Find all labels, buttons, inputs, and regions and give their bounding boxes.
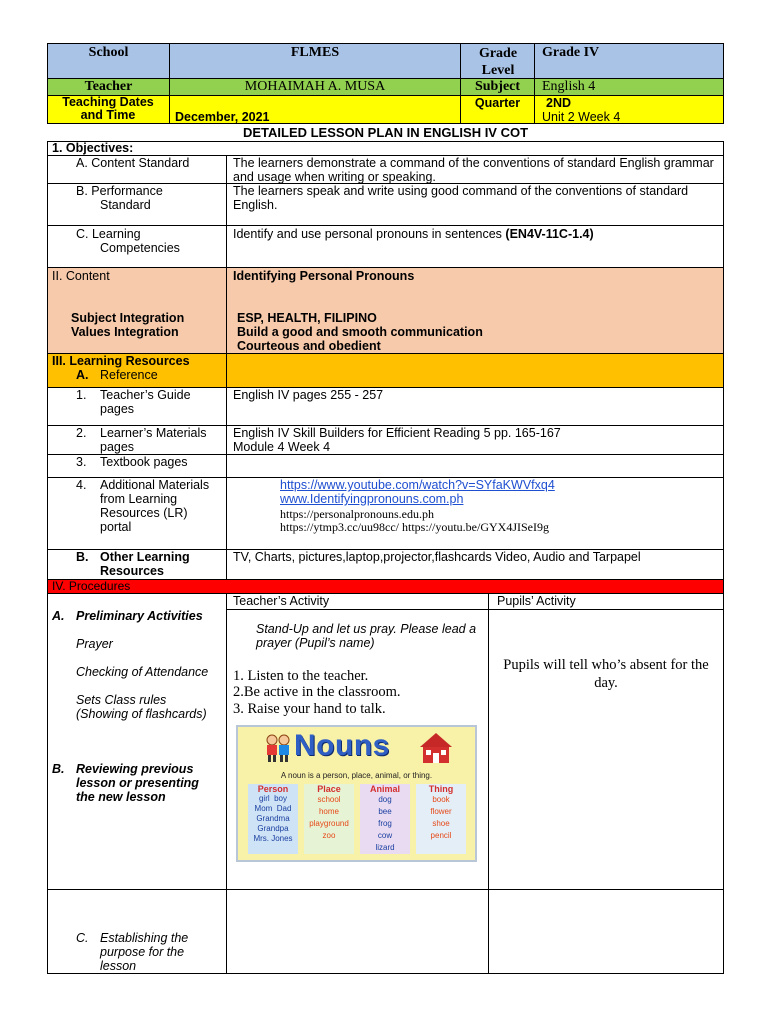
lm-label-2: pages <box>100 440 135 454</box>
tg-value: English IV pages 255 - 257 <box>233 388 384 402</box>
b-label-1: Reviewing previous <box>76 762 194 776</box>
lm-value-1: English IV Skill Builders for Efficient Reading 5 pp. 165-167 <box>233 426 561 440</box>
person-word: Mrs. Jones <box>253 834 293 843</box>
subject-integration-label: Subject Integration <box>71 311 185 325</box>
teacher-label: Teacher <box>84 79 133 94</box>
content-standard-text: The learners demonstrate a command of the conventions of standard English grammar and usage when writing or speaking. <box>233 156 714 184</box>
b-label-3: the new lesson <box>76 790 166 804</box>
lm-label-1: Learner’s Materials <box>100 426 207 440</box>
dates-value: December, 2021 <box>175 110 270 124</box>
class-rule-2: 2.Be active in the classroom. <box>233 684 401 700</box>
performance-standard-text: The learners speak and write using good command of the conventions of standard English. <box>233 184 689 212</box>
performance-label-1: B. Performance <box>76 184 163 198</box>
procedures-heading: IV. Procedures <box>52 579 131 593</box>
animal-word: lizard <box>375 843 395 852</box>
prayer-label: Prayer <box>76 637 113 651</box>
c-label-3: lesson <box>100 959 137 973</box>
competencies-label-1: C. Learning <box>76 227 141 241</box>
competencies-text: Identify and use personal pronouns in sentences (EN4V-11C-1.4) <box>233 227 594 241</box>
animal-word: bee <box>378 807 392 816</box>
person-word: Grandpa <box>257 824 289 833</box>
additional-marker: 4. <box>76 478 87 492</box>
attendance-label: Checking of Attendance <box>76 665 209 679</box>
animal-word: cow <box>377 831 393 840</box>
youtube-link[interactable]: https://www.youtube.com/watch?v=SYfaKWVfxq4 <box>280 478 555 492</box>
values-integration-label: Values Integration <box>71 325 179 339</box>
rules-label-1: Sets Class rules <box>76 693 167 707</box>
textbook-label: Textbook pages <box>100 455 188 469</box>
thing-word: shoe <box>432 819 450 828</box>
grade-level-label: Grade Level <box>478 46 518 78</box>
tg-marker: 1. <box>76 388 87 402</box>
rules-label-2: (Showing of flashcards) <box>76 707 207 721</box>
schoolhouse-icon <box>418 731 454 765</box>
performance-label-2: Standard <box>100 198 151 212</box>
a-marker: A. <box>52 609 65 623</box>
lm-value-2: Module 4 Week 4 <box>233 440 331 454</box>
nouns-title: Nouns <box>294 729 390 762</box>
animal-word: frog <box>378 819 392 828</box>
values-integration-2: Courteous and obedient <box>237 339 381 353</box>
grade-level-value: Grade IV <box>542 45 600 60</box>
person-words-2: Mom Dad <box>254 804 292 813</box>
animal-column <box>360 784 410 854</box>
tg-label-1: Teacher’s Guide <box>100 388 191 402</box>
additional-label-3: Resources (LR) <box>100 506 188 520</box>
b-label-2: lesson or presenting <box>76 776 199 790</box>
person-column <box>248 784 298 854</box>
other-label-2: Resources <box>100 564 164 578</box>
reference-label: Reference <box>100 368 158 382</box>
nouns-chart-image <box>236 725 477 862</box>
school-value: FLMES <box>290 45 340 60</box>
unit-value: Unit 2 Week 4 <box>542 110 621 124</box>
reference-marker: A. <box>76 368 89 382</box>
other-marker: B. <box>76 550 89 564</box>
c-label-2: purpose for the <box>100 945 185 959</box>
content-standard-label: A. Content Standard <box>76 156 190 170</box>
objectives-heading: 1. Objectives: <box>52 141 134 155</box>
thing-word: flower <box>430 807 452 816</box>
lm-marker: 2. <box>76 426 87 440</box>
content-topic: Identifying Personal Pronouns <box>233 269 415 283</box>
dates-label: Teaching Dates and Time <box>62 95 154 122</box>
quarter-value: 2ND <box>546 96 572 110</box>
teacher-activity-header: Teacher’s Activity <box>233 594 330 608</box>
other-label-1: Other Learning <box>100 550 190 564</box>
place-column <box>304 784 354 854</box>
additional-label-2: from Learning <box>100 492 178 506</box>
subject-value: English 4 <box>542 79 596 94</box>
animal-word: dog <box>378 795 392 804</box>
thing-header: Thing <box>428 784 454 794</box>
place-word: home <box>318 807 339 816</box>
competencies-label-2: Competencies <box>100 241 180 255</box>
person-words-1: girl boy <box>258 794 288 803</box>
place-word: zoo <box>322 831 336 840</box>
personal-pronouns-link[interactable]: https://personalpronouns.edu.ph <box>280 507 434 521</box>
nouns-subtitle: A noun is a person, place, animal, or thing. <box>280 771 433 780</box>
additional-label-4: portal <box>100 520 132 534</box>
pupils-attendance-text: Pupils will tell who’s absent for the day. <box>503 657 709 691</box>
other-value: TV, Charts, pictures,laptop,projector,flashcards Video, Audio and Tarpapel <box>233 550 641 564</box>
textbook-marker: 3. <box>76 455 87 469</box>
resources-heading: III. Learning Resources <box>52 354 190 368</box>
person-header: Person <box>257 784 289 794</box>
quarter-label: Quarter <box>474 96 521 110</box>
values-integration-1: Build a good and smooth communication <box>237 325 483 339</box>
teacher-prayer-text: Stand-Up and let us pray. Please lead a prayer (Pupil’s name) <box>256 622 477 650</box>
place-word: playground <box>309 819 349 828</box>
c-label-1: Establishing the <box>100 931 189 945</box>
kids-icon <box>264 733 292 763</box>
school-label: School <box>88 45 129 60</box>
person-word: Grandma <box>256 814 290 823</box>
page-title: DETAILED LESSON PLAN IN ENGLISH IV COT <box>242 125 529 140</box>
additional-label-1: Additional Materials <box>100 478 210 492</box>
teacher-value: MOHAIMAH A. MUSA <box>244 79 386 94</box>
class-rule-1: 1. Listen to the teacher. <box>233 668 369 684</box>
subject-integration-value: ESP, HEALTH, FILIPINO <box>237 311 377 325</box>
ytmp3-link[interactable]: https://ytmp3.cc/uu98cc/ https://youtu.be/GYX4JISeI9g <box>280 520 549 534</box>
b-marker: B. <box>52 762 65 776</box>
c-marker: C. <box>76 931 89 945</box>
place-word: school <box>317 795 341 804</box>
thing-column <box>416 784 466 854</box>
content-heading: II. Content <box>52 269 110 283</box>
preliminary-activities-label: Preliminary Activities <box>76 609 203 623</box>
thing-word: book <box>432 795 450 804</box>
animal-header: Animal <box>369 784 400 794</box>
place-header: Place <box>317 784 341 794</box>
competencies-code: (EN4V-11C-1.4) <box>505 227 594 241</box>
subject-label: Subject <box>474 79 521 94</box>
identifying-pronouns-link[interactable]: www.Identifyingpronouns.com.ph <box>280 492 464 506</box>
thing-word: pencil <box>430 831 452 840</box>
tg-label-2: pages <box>100 402 135 416</box>
pupils-activity-header: Pupils’ Activity <box>497 594 576 608</box>
class-rule-3: 3. Raise your hand to talk. <box>233 701 386 717</box>
